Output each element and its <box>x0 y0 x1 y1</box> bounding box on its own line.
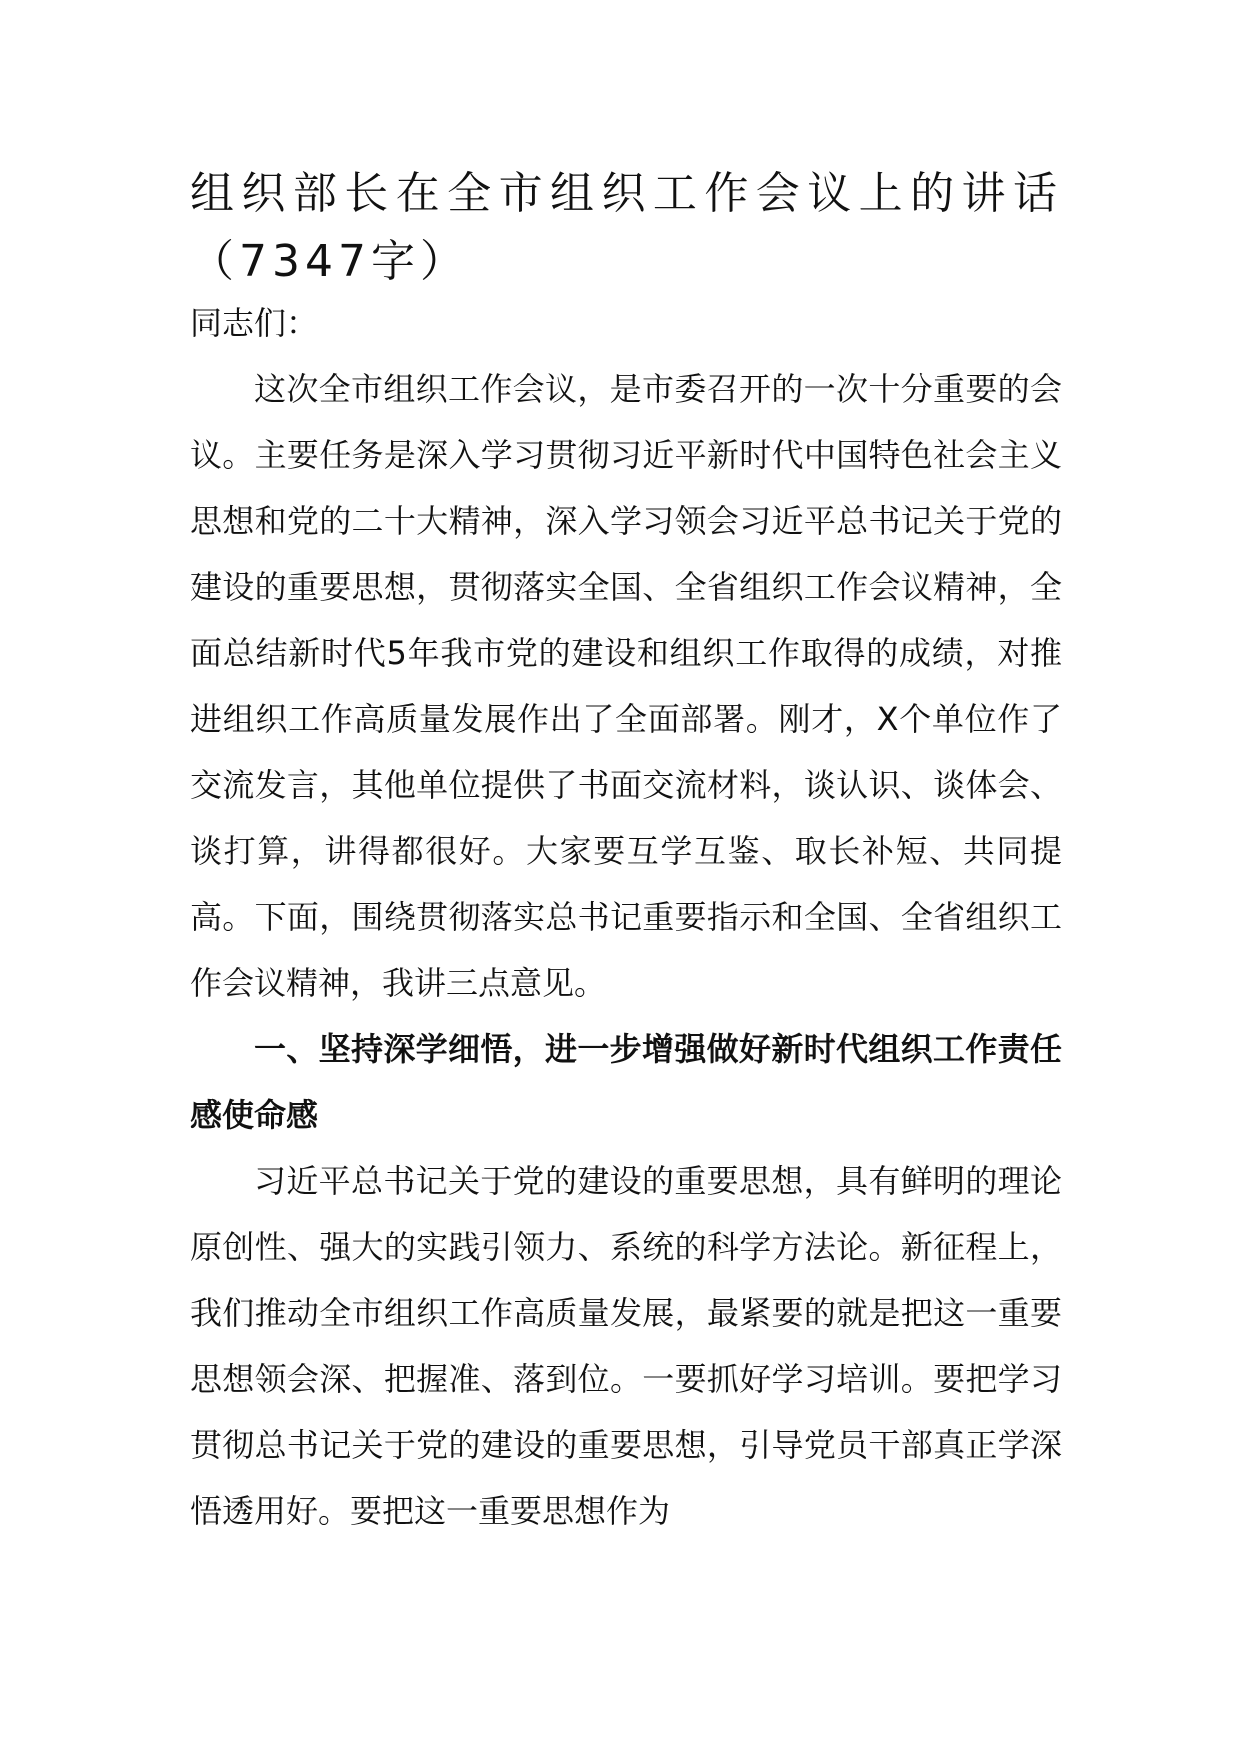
document-page <box>190 160 1062 1544</box>
document-title: 组织部长在全市组织工作会议上的讲话（7347字） <box>190 168 1062 287</box>
section-paragraph: 习近平总书记关于党的建设的重要思想，具有鲜明的理论原创性、强大的实践引领力、系统的科学方法论。新征程上，我们推动全市组织工作高质量发展，最紧要的就是把这一重要思想领会深、把握准、落到位。一要抓好学习培训。要把学习贯彻总书记关于党的建设的重要思想，引导党员干部真正学深悟透用好。要把这一重要思想作为 <box>190 1162 1062 1530</box>
section-heading: 一、坚持深学细悟，进一步增强做好新时代组织工作责任感使命感 <box>190 1030 1062 1134</box>
salutation: 同志们： <box>190 304 319 342</box>
intro-paragraph: 这次全市组织工作会议，是市委召开的一次十分重要的会议。主要任务是深入学习贯彻习近平新时代中国特色社会主义思想和党的二十大精神，深入学习领会习近平总书记关于党的建设的重要思想，贯彻落实全国、全省组织工作会议精神，全面总结新时代5年我市党的建设和组织工作取得的成绩，对推进组织工作高质量发展作出了全面部署。刚才，X个单位作了交流发言，其他单位提供了书面交流材料，谈认识、谈体会、谈打算，讲得都很好。大家要互学互鉴、取长补短、共同提高。下面，围绕贯彻落实总书记重要指示和全国、全省组织工作会议精神，我讲三点意见。 <box>190 370 1062 1002</box>
